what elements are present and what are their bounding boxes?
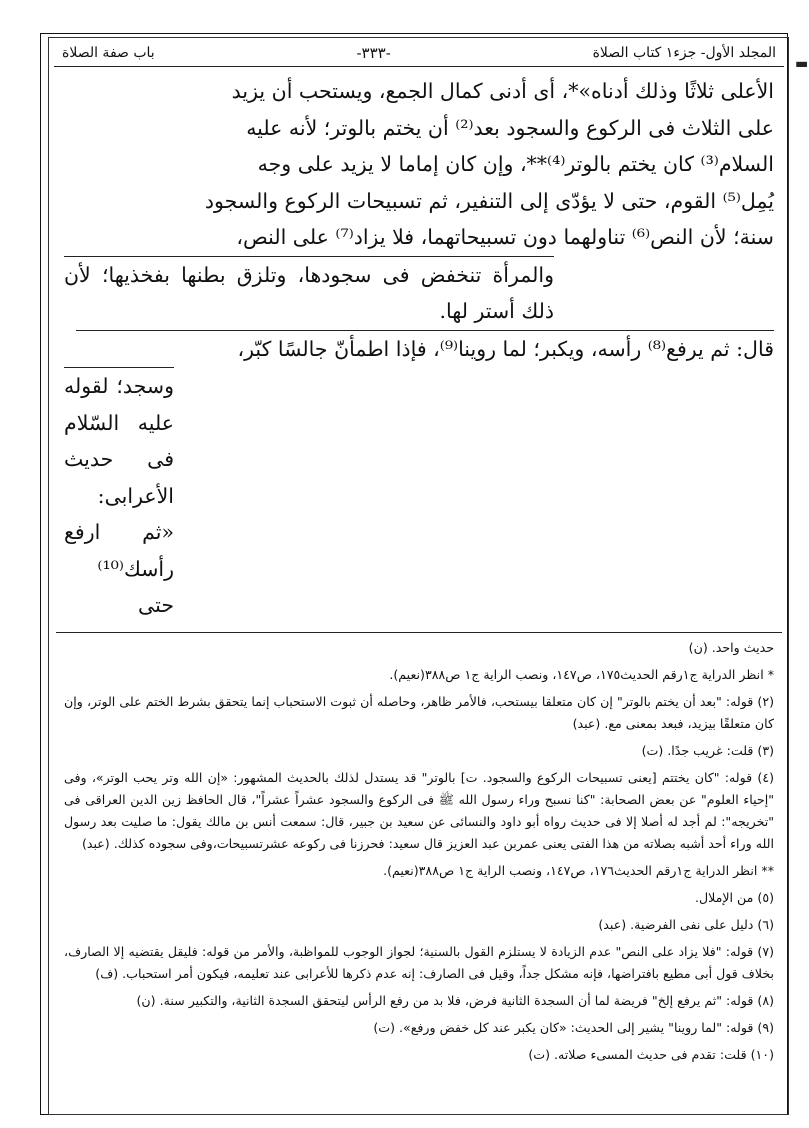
footnote: (٩) قوله: "لما روينا" يشير إلى الحديث: «كان يكبر عند كل خفض ورفع». (ت) (373, 1019, 774, 1035)
main-line: السلام⁽³⁾ كان يختم بالوتر⁽⁴⁾**، وإن كان إماما لا يزيد على وجه (257, 152, 774, 176)
footnote: (٣) قلت: غريب جدًا. (ت) (641, 742, 774, 758)
footnote: (٥) من الإملال. (694, 889, 774, 905)
main-line: وسجد؛ لقوله عليه السّلام فى حديث الأعرابى: «ثم ارفع رأسك⁽¹⁰⁾ حتى (64, 367, 174, 624)
footnote: (٧) قوله: "فلا يزاد على النص" عدم الزيادة لا يستلزم القول بالسنية؛ لجواز الوجوب للمواظبة، والأمر من قوله: فليقل يقتضيه إلا الصارف، بخلاف قول أبى مطيع بافتراضها، فإنه مشكل جداً، وقيل فى الصارف: إنه عدم ذكرها للأعرابى عند تعليمه، فيكون أمر استحباب. (ف) (64, 943, 774, 981)
main-line: سنة؛ لأن النص⁽⁶⁾ تناولهما دون تسبيحاتهما، فلا يزاد⁽⁷⁾ على النص، (236, 225, 774, 249)
running-head (54, 40, 784, 67)
main-line: على الثلاث فى الركوع والسجود بعد⁽²⁾ أن يختم بالوتر؛ لأنه عليه (246, 115, 774, 140)
footnote: ** انظر الدراية ج١رقم الحديث١٧٦، ص١٤٧، ونصب الراية ج١ ص٣٨٨(نعيم). (383, 862, 774, 878)
page-content (54, 40, 784, 1110)
main-line: والمرأة تنخفض فى سجودها، وتلزق بطنها بفخذيها؛ لأن ذلك أستر لها. (64, 256, 554, 330)
footnote: * انظر الدراية ج١رقم الحديث١٧٥، ص١٤٧، ونصب الراية ج١ ص٣٨٨(نعيم). (389, 666, 774, 682)
footnote: (٨) قوله: "ثم يرفع إلخ" فريضة لما أن السجدة الثانية فرض، فلا بد من رفع الرأس ليتحقق السجدة الثانية، والتكبير سنة. (ن) (136, 992, 774, 1008)
margin-mark: ▬ (795, 56, 809, 72)
page-number: -٣٣٣- (356, 44, 391, 62)
main-line: يُمِل⁽⁵⁾ القوم، حتى لا يؤدّى إلى التنفير، ثم تسبيحات الركوع والسجود (204, 188, 774, 213)
main-line: قال: ثم يرفع⁽⁸⁾ رأسه، ويكبر؛ لما روينا⁽⁹⁾، فإذا اطمأنّ جالسًا كبّر، (76, 330, 774, 368)
main-text (54, 67, 784, 624)
footnote: (٤) قوله: "كان يختتم [يعنى تسبيحات الركوع والسجود. ت] بالوتر" قد يستدل لذلك بالحديث المشهور: «إن الله وتر يحب الوتر»، وفى "إحياء العلوم" عن بعض الصحابة: "كنا نسبح وراء رسول الله ﷺ فى الركوع والسجود عشراً عشراً"، قال الحافظ زين الدين العراقى فى "تخريجه": لم أجد له أصلا إلا فى حديث رواه أبو داود والنسائى عن سعيد بن جبير، قال: سمعت أنس بن مالك يقول: ما صليت بعد رسول الله وراء أحد أشبه بصلاته من هذا الفتى يعنى عمربن عبد العزيز قال سعيد: فحرزنا فى ركوعه عشرتسبيحات،وفى سجوده كذلك. (عبد) (64, 769, 774, 851)
chapter-title: باب صفة الصلاة (62, 45, 155, 61)
volume-info: المجلد الأول- جزء١ كتاب الصلاة (592, 45, 776, 61)
footnote: (٦) دليل على نفى الفرضية. (عبد) (598, 916, 774, 932)
footnotes (54, 633, 784, 1066)
footnote: (١٠) قلت: تقدم فى حديث المسىء صلاته. (ت) (528, 1046, 774, 1062)
footnote: حديث واحد. (ن) (688, 639, 774, 655)
main-line: الأعلى ثلاثًا وذلك أدناه»*، أى أدنى كمال الجمع، ويستحب أن يزيد (231, 79, 774, 103)
footnote: (٢) قوله: "بعد أن يختم بالوتر" إن كان متعلقا بيستحب، فالأمر ظاهر، وحاصله أن ثبوت الاستحباب إنما يتحقق بشرط الختم على الوتر، وإن كان متعلقًا بيزيد، فبعد بمعنى مع. (عبد) (64, 693, 774, 731)
